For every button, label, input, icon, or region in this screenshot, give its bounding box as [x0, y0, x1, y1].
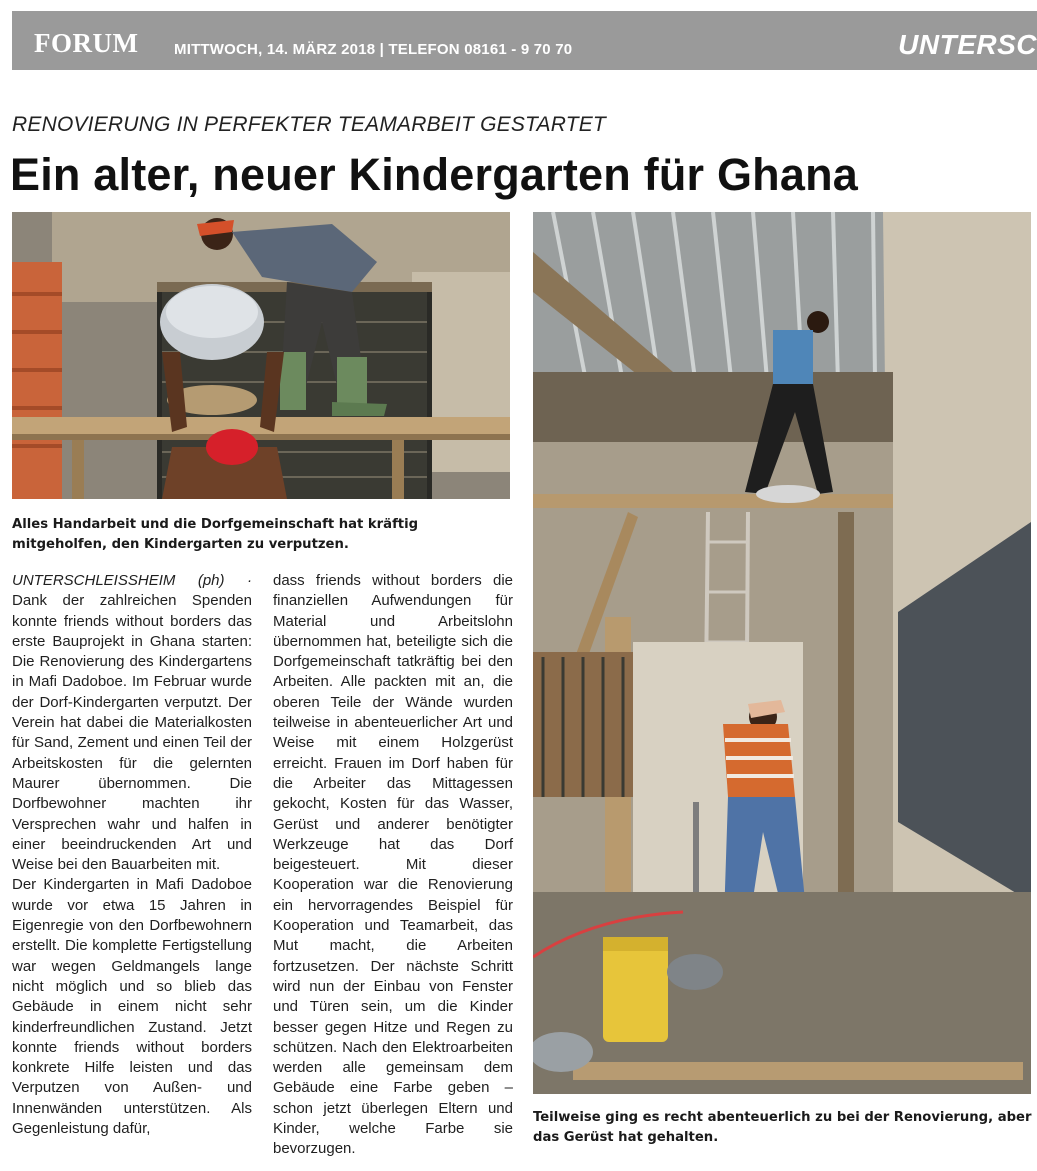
page-header: [12, 11, 1037, 70]
article-paragraph: Dank der zahlreichen Spenden konnte friends without borders das erste Bauprojekt in Ghana starten: Die Renovierung des Kindergartens in Mafi Dadoboe. Im Februar wurde der Dorf-Kindergarten verputzt. Der Verein hat dabei die Materialkosten für Sand, Zement und einen Teil der Arbeitskosten für die gelernten Maurer übernommen. Die Dorfbewohner machten ihr Versprechen wahr und halfen in einer beeindruckenden Art und Weise bei den Bauarbeiten mit.: [12, 592, 252, 874]
article-paragraph: Der Kindergarten in Mafi Dadoboe wurde vor etwa 15 Jahren in Eigenregie von den Dorfbewohnern erstellt. Die komplette Fertigstellung war wegen Geldmangels lange nicht möglich und so blieb das Gebäude in einem nicht sehr kinderfreundlichen Zustand. Jetzt konnte friends without borders konkrete Hilfe leisten und das Verputzen von Außen- und Innenwänden unterstützen. Als Gegenleistung dafür,: [12, 876, 252, 1138]
article-kicker: RENOVIERUNG IN PERFEKTER TEAMARBEIT GESTARTET: [12, 113, 606, 136]
photo-scaffold-interior: [533, 212, 1031, 1094]
photo-caption-left: Alles Handarbeit und die Dorfgemeinschaft hat kräftig mitgeholfen, den Kindergarten zu verputzen.: [12, 517, 419, 552]
article-headline: Ein alter, neuer Kindergarten für Ghana: [10, 149, 858, 200]
photo-workers-plastering: [12, 212, 510, 499]
article-dateline: UNTERSCHLEISSHEIM (ph) ·: [12, 572, 252, 589]
newspaper-brand: FORUM: [34, 28, 139, 58]
section-name: UNTERSC: [898, 29, 1037, 60]
date-phone-line: MITTWOCH, 14. MÄRZ 2018 | TELEFON 08161 - 9 70 70: [174, 41, 573, 58]
article-column-2: [273, 571, 513, 1160]
article-column-1: [12, 571, 252, 1139]
article-paragraph: dass friends without borders die finanziellen Aufwendungen für Material und Arbeitslohn übernommen hat, beteiligte sich die Dorfgemeinschaft tatkräftig bei den Arbeiten. Alle packten mit an, die oberen Teile der Wände wurden teilweise in abenteuerlicher Art und Weise mit einem Holzgerüst erreicht. Frauen im Dorf haben für die Arbeiter das Mittagessen gekocht, Kosten für das Wasser, Gerüst und anderer benötigter Werkzeuge hat das Dorf beigesteuert. Mit dieser Kooperation war die Renovierung ein hervorragendes Beispiel für Kooperation und Teamarbeit, das Mut macht, die Arbeiten fortzusetzen. Der nächste Schritt wird nun der Einbau von Fenster und Türen sein, um die Kinder besser gegen Hitze und Regen zu schützen. Nach den Elektroarbeiten werden alle gemeinsam dem Gebäude eine Farbe geben – schon jetzt überlegen Eltern und Kinder, welche Farbe sie bevorzugen.: [273, 572, 513, 1158]
photo-caption-right: Teilweise ging es recht abenteuerlich zu bei der Renovierung, aber das Gerüst hat gehalten.: [533, 1110, 1032, 1145]
